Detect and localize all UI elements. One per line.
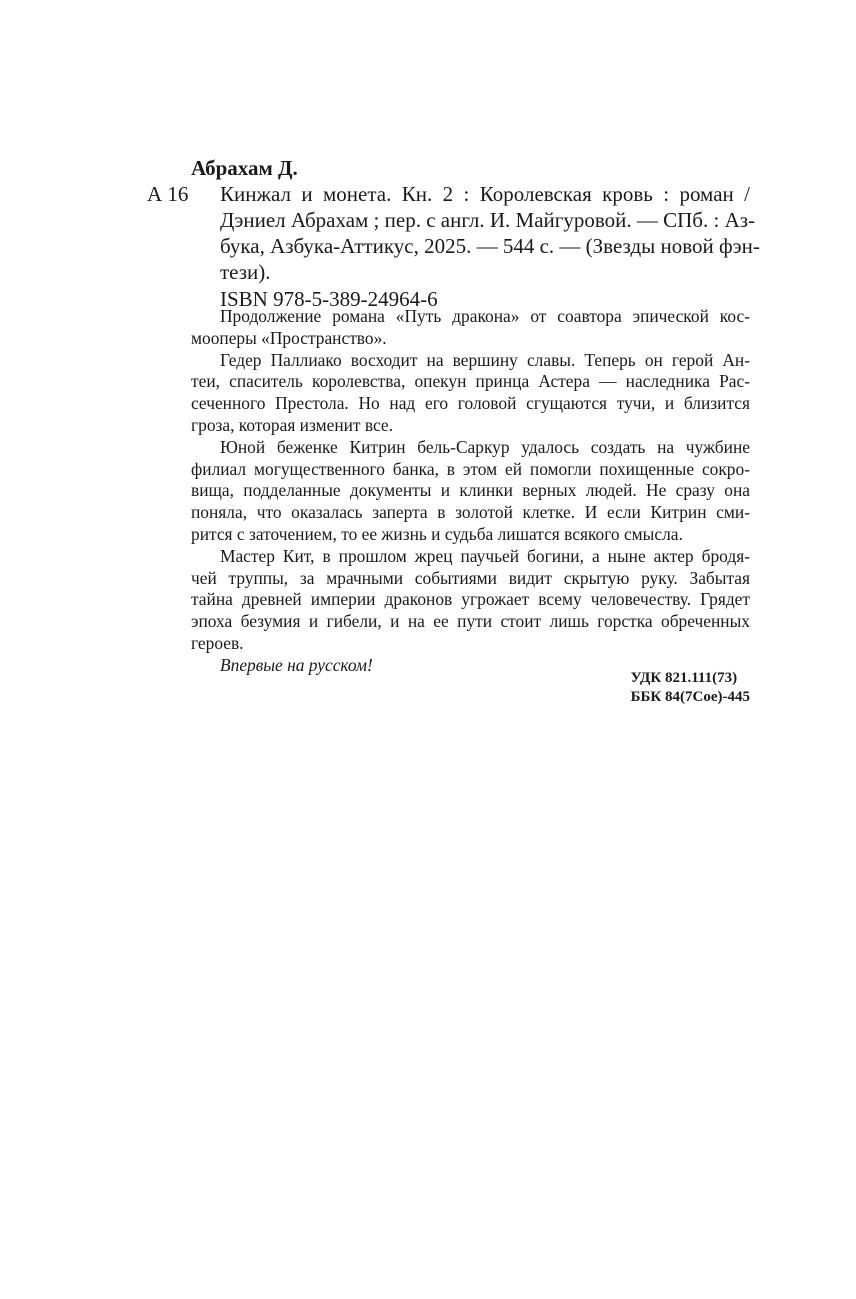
biblio-line: Дэниел Абрахам ; пер. с англ. И. Майгуровой. — СПб. : Аз-: [220, 208, 756, 232]
annotation-line: вища, подделанные документы и клинки верных людей. Не сразу она: [191, 480, 750, 501]
bbk-code: ББК 84(7Сое)-445: [630, 689, 750, 705]
biblio-line: тези).: [220, 260, 271, 284]
biblio-line: бука, Азбука-Аттикус, 2025. — 544 с. — (Звезды новой фэн-: [220, 234, 760, 258]
annotation-line: теи, спаситель королевства, опекун принца Астера — наследника Рас-: [191, 371, 750, 392]
tagline: Впервые на русском!: [220, 654, 373, 675]
annotation-line: Гедер Паллиако восходит на вершину славы. Теперь он герой Ан-: [220, 349, 750, 370]
annotation-line: Мастер Кит, в прошлом жрец паучьей богини, а ныне актер бродя-: [220, 545, 750, 566]
annotation-line: тайна древней империи драконов угрожает всему человечеству. Грядет: [191, 589, 750, 610]
annotation-line: Продолжение романа «Путь дракона» от соавтора эпической кос-: [220, 306, 750, 326]
annotation-line: филиал могущественного банка, в этом ей помогли похищенные сокро-: [191, 458, 750, 479]
annotation-line: эпоха безумия и гибели, и на ее пути стоит лишь горстка обреченных: [191, 611, 750, 632]
annotation-line: рится с заточением, то ее жизнь и судьба лишатся всякого смысла.: [191, 523, 683, 544]
annotation-line: гроза, которая изменит все.: [191, 414, 393, 435]
classification-codes: [631, 669, 750, 707]
annotation-line: чей труппы, за мрачными событиями видит скрытую руку. Забытая: [191, 567, 750, 588]
author-heading: Абрахам Д.: [191, 156, 298, 180]
biblio-line: Кинжал и монета. Кн. 2 : Королевская кровь : роман /: [220, 182, 750, 206]
udk-code: УДК 821.111(73): [630, 670, 738, 686]
annotation-line: мооперы «Пространство».: [191, 327, 387, 348]
annotation-line: Юной беженке Китрин бель-Саркур удалось создать на чужбине: [220, 436, 750, 457]
annotation-line: сеченного Престола. Но над его головой сгущаются тучи, и близится: [191, 393, 750, 414]
bibliographic-description: [220, 181, 760, 285]
author-mark: А 16: [147, 182, 189, 206]
annotation: [191, 306, 750, 677]
annotation-line: поняла, что оказалась заперта в золотой клетке. И если Китрин сми-: [191, 502, 750, 523]
annotation-line: героев.: [191, 632, 244, 653]
isbn: ISBN 978-5-389-24964-6: [220, 287, 438, 311]
